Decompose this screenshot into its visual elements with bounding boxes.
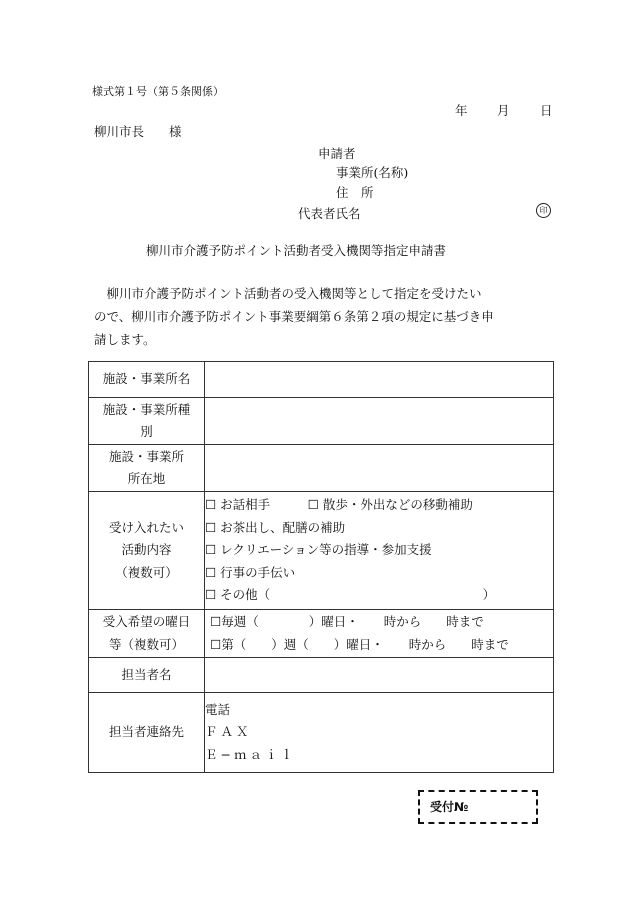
table-row xyxy=(89,610,554,658)
body-line: ので、柳川市介護予防ポイント事業要綱第６条第２項の規定に基づき申 xyxy=(94,309,494,324)
schedule-label: 受入希望の曜日 等（複数可） xyxy=(89,610,205,658)
addressee: 柳川市長 様 xyxy=(94,124,182,139)
facility-name-field[interactable] xyxy=(205,362,554,398)
body-paragraph xyxy=(94,282,556,351)
schedule-nth-week-option[interactable]: ☐第（ ）週（ ）曜日・ 時から 時まで xyxy=(210,636,509,652)
applicant-label: 申請者 xyxy=(318,146,356,161)
activity-option-checkbox[interactable]: ☐ お茶出し、配膳の補助 xyxy=(205,519,346,535)
table-row xyxy=(89,398,554,445)
body-line: 請します。 xyxy=(94,332,156,347)
date-month-label: 月 xyxy=(497,103,510,118)
table-row xyxy=(89,445,554,492)
contact-info-label: 担当者連絡先 xyxy=(89,693,205,773)
activity-option-checkbox[interactable]: ☐ 行事の手伝い xyxy=(205,564,296,580)
address-label: 住 所 xyxy=(336,185,374,200)
body-line: 柳川市介護予防ポイント活動者の受入機関等として指定を受けたい xyxy=(94,286,482,301)
form-number: 様式第１号（第５条関係） xyxy=(92,85,224,98)
activity-content-label: 受け入れたい 活動内容 （複数可） xyxy=(89,492,205,610)
activity-option-checkbox[interactable]: ☐ レクリエーション等の指導・参加支援 xyxy=(205,542,432,558)
email-label: Ｅ−ｍａｉｌ xyxy=(205,746,296,762)
date-day-label: 日 xyxy=(540,103,553,118)
activity-option-checkbox[interactable]: ☐ その他（ ） xyxy=(205,587,496,603)
contact-person-label: 担当者名 xyxy=(89,658,205,693)
facility-type-field[interactable] xyxy=(205,398,554,445)
facility-type-label: 施設・事業所種 別 xyxy=(89,398,205,445)
phone-label: 電話 xyxy=(205,701,231,717)
contact-person-field[interactable] xyxy=(205,658,554,693)
fax-label: ＦＡＸ xyxy=(205,724,252,740)
receipt-number-box: 受付№ xyxy=(418,790,538,824)
schedule-options xyxy=(205,610,554,658)
contact-info-fields xyxy=(205,693,554,773)
office-name-label: 事業所(名称) xyxy=(336,165,409,180)
representative-name-label: 代表者氏名 xyxy=(298,206,361,221)
facility-name-label: 施設・事業所名 xyxy=(89,362,205,398)
facility-address-field[interactable] xyxy=(205,445,554,492)
facility-address-label: 施設・事業所 所在地 xyxy=(89,445,205,492)
table-row xyxy=(89,492,554,610)
seal-mark: 印 xyxy=(536,203,551,218)
table-row xyxy=(89,362,554,398)
date-year-label: 年 xyxy=(455,103,468,118)
schedule-weekly-option[interactable]: ☐毎週（ ）曜日・ 時から 時まで xyxy=(210,614,484,629)
application-table xyxy=(88,361,554,773)
table-row xyxy=(89,693,554,773)
activity-options xyxy=(205,492,554,610)
document-title: 柳川市介護予防ポイント活動者受入機関等指定申請書 xyxy=(146,243,447,258)
activity-option-checkbox[interactable]: ☐ お話相手 ☐ 散歩・外出などの移動補助 xyxy=(205,497,473,513)
table-row xyxy=(89,658,554,693)
